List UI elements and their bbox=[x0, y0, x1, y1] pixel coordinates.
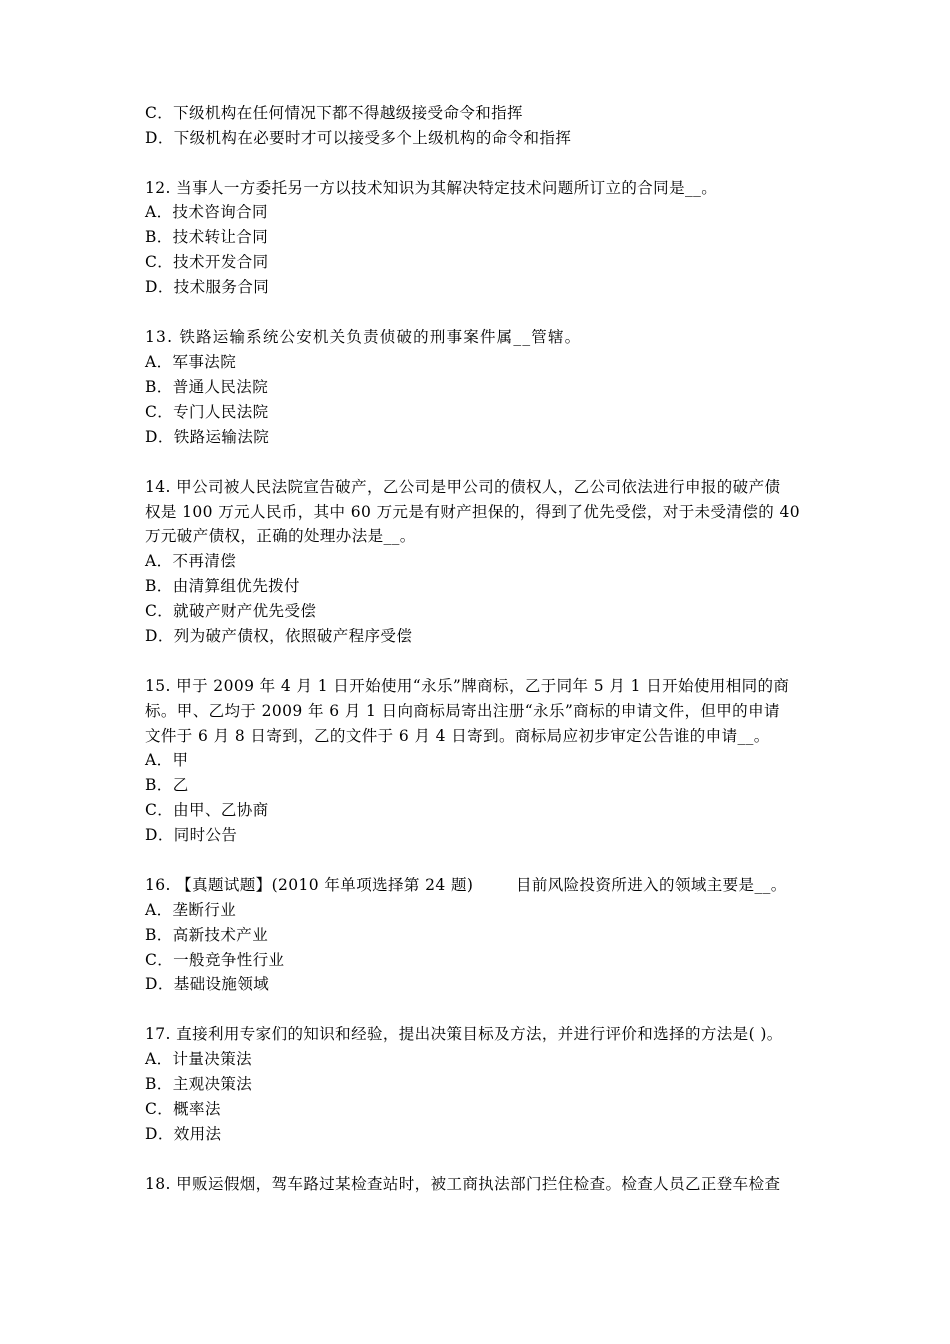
question-17-option-b: B．主观决策法 bbox=[145, 1075, 253, 1093]
question-15-option-c: C．由甲、乙协商 bbox=[145, 801, 269, 819]
question-14-option-d: D．列为破产债权，依照破产程序受偿 bbox=[145, 627, 413, 645]
question-15-stem-line-1: 15. 甲于 2009 年 4 月 1 日开始使用“永乐”牌商标，乙于同年 5 月 1 日开始使用相同的商 bbox=[145, 677, 790, 695]
question-15-option-a: A．甲 bbox=[145, 751, 189, 769]
question-18-stem: 18. 甲贩运假烟，驾车路过某检查站时，被工商执法部门拦住检查。检查人员乙正登车检查 bbox=[145, 1175, 781, 1193]
question-16-option-b: B．高新技术产业 bbox=[145, 926, 269, 944]
option-c: C．下级机构在任何情况下都不得越级接受命令和指挥 bbox=[145, 104, 523, 122]
question-17-stem: 17. 直接利用专家们的知识和经验，提出决策目标及方法，并进行评价和选择的方法是( )。 bbox=[145, 1025, 783, 1043]
question-15-stem-line-3: 文件于 6 月 8 日寄到，乙的文件于 6 月 4 日寄到。商标局应初步审定公告谁的申请__。 bbox=[145, 727, 770, 745]
question-12-stem: 12. 当事人一方委托另一方以技术知识为其解决特定技术问题所订立的合同是__。 bbox=[145, 179, 718, 197]
question-16-stem: 16. 【真题试题】(2010 年单项选择第 24 题) 目前风险投资所进入的领域主要是__。 bbox=[145, 876, 787, 894]
question-14-option-c: C．就破产财产优先受偿 bbox=[145, 602, 317, 620]
question-13-option-d: D．铁路运输法院 bbox=[145, 428, 270, 446]
question-16-option-d: D．基础设施领域 bbox=[145, 975, 270, 993]
question-17-option-a: A．计量决策法 bbox=[145, 1050, 252, 1068]
question-13-option-b: B．普通人民法院 bbox=[145, 378, 269, 396]
question-14-stem-line-3: 万元破产债权，正确的处理办法是__。 bbox=[145, 527, 416, 545]
question-15-stem-line-2: 标。甲、乙均于 2009 年 6 月 1 日向商标局寄出注册“永乐”商标的申请文件，但甲的申请 bbox=[145, 702, 780, 720]
question-12-option-b: B．技术转让合同 bbox=[145, 228, 269, 246]
question-17-option-d: D．效用法 bbox=[145, 1125, 222, 1143]
option-d: D．下级机构在必要时才可以接受多个上级机构的命令和指挥 bbox=[145, 129, 572, 147]
question-17-option-c: C．概率法 bbox=[145, 1100, 221, 1118]
question-14-option-b: B．由清算组优先拨付 bbox=[145, 577, 300, 595]
question-14-option-a: A．不再清偿 bbox=[145, 552, 237, 570]
question-14-stem-line-2: 权是 100 万元人民币，其中 60 万元是有财产担保的，得到了优先受偿，对于未受清偿的 40 bbox=[145, 503, 800, 521]
question-13-stem: 13. 铁路运输系统公安机关负责侦破的刑事案件属__管辖。 bbox=[145, 328, 582, 346]
question-14-stem-line-1: 14. 甲公司被人民法院宣告破产，乙公司是甲公司的债权人，乙公司依法进行申报的破产债 bbox=[145, 478, 781, 496]
question-15-option-b: B．乙 bbox=[145, 776, 189, 794]
question-12-option-c: C．技术开发合同 bbox=[145, 253, 269, 271]
question-15-option-d: D．同时公告 bbox=[145, 826, 238, 844]
question-16-option-a: A．垄断行业 bbox=[145, 901, 237, 919]
question-12-option-d: D．技术服务合同 bbox=[145, 278, 270, 296]
question-13-option-a: A．军事法院 bbox=[145, 353, 237, 371]
question-12-option-a: A．技术咨询合同 bbox=[145, 203, 268, 221]
question-13-option-c: C．专门人民法院 bbox=[145, 403, 269, 421]
question-16-option-c: C．一般竞争性行业 bbox=[145, 951, 285, 969]
